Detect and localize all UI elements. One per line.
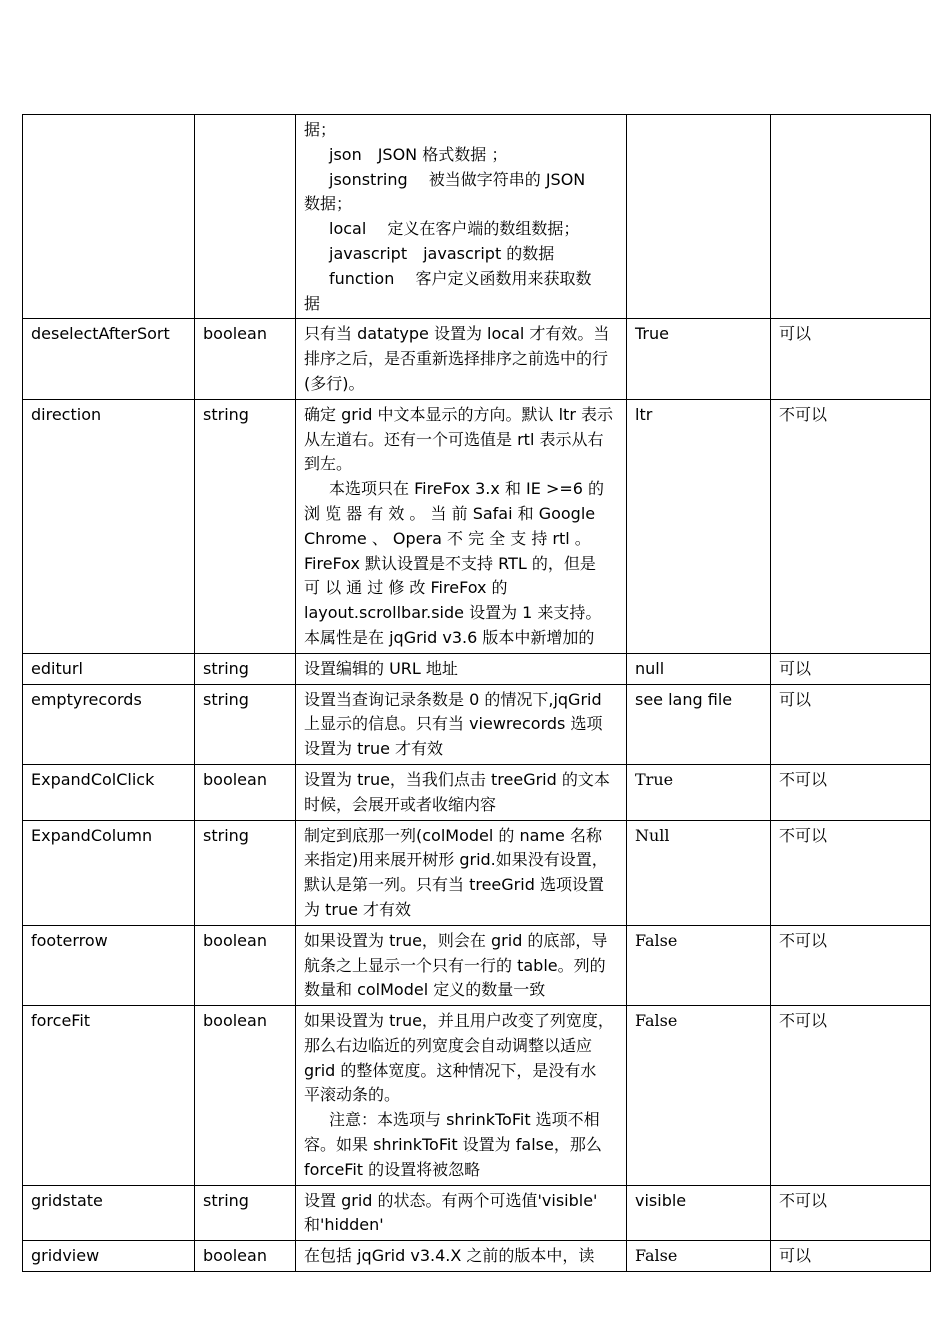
table-row — [23, 764, 931, 820]
option-description — [296, 1241, 627, 1272]
description-line: 设置为 true，当我们点击 treeGrid 的文本 — [304, 769, 610, 789]
option-editable: 可以 — [771, 1241, 931, 1272]
description-line: 排序之后，是否重新选择排序之前选中的行 — [304, 349, 609, 369]
option-editable: 不可以 — [771, 1185, 931, 1241]
option-default: False — [627, 1006, 771, 1186]
option-description — [296, 820, 627, 925]
description-line: 设置当查询记录条数是 0 的情况下,jqGrid — [304, 689, 602, 709]
table-row — [23, 820, 931, 925]
option-editable: 不可以 — [771, 925, 931, 1005]
options-table — [22, 114, 931, 1272]
option-editable: 可以 — [771, 319, 931, 399]
description-line: 本选项只在 FireFox 3.x 和 IE >=6 的 — [329, 479, 605, 499]
description-line: 在包括 jqGrid v3.4.X 之前的版本中，读 — [304, 1246, 595, 1266]
option-type — [195, 115, 296, 319]
description-line: 为 true 才有效 — [304, 899, 412, 919]
description-line: 只有当 datatype 设置为 local 才有效。当 — [304, 324, 610, 344]
table-row — [23, 115, 931, 319]
table-row — [23, 319, 931, 399]
option-name: emptyrecords — [23, 684, 195, 764]
description-line: 注意：本选项与 shrinkToFit 选项不相 — [329, 1110, 600, 1130]
option-name — [23, 115, 195, 319]
option-description — [296, 319, 627, 399]
description-line: 设置为 true 才有效 — [304, 739, 444, 759]
description-line: 容。如果 shrinkToFit 设置为 false，那么 — [304, 1135, 602, 1155]
option-name: ExpandColClick — [23, 764, 195, 820]
description-line: 航条之上显示一个只有一行的 table。列的 — [304, 955, 606, 975]
description-line: grid 的整体宽度。这种情况下，是没有水 — [304, 1060, 597, 1080]
option-name: direction — [23, 399, 195, 653]
option-type: boolean — [195, 764, 296, 820]
option-type: boolean — [195, 319, 296, 399]
description-line: 浏 览 器 有 效 。 当 前 Safai 和 Google — [304, 503, 596, 523]
option-description — [296, 1185, 627, 1241]
description-line: Chrome 、 Opera 不 完 全 支 持 rtl 。 — [304, 528, 591, 548]
description-line: 到左。 — [304, 454, 353, 474]
option-editable — [771, 115, 931, 319]
description-line: 如果设置为 true，并且用户改变了列宽度， — [304, 1011, 614, 1031]
option-description — [296, 399, 627, 653]
option-default: null — [627, 653, 771, 684]
option-editable: 不可以 — [771, 1006, 931, 1186]
option-name: forceFit — [23, 1006, 195, 1186]
option-default — [627, 115, 771, 319]
option-editable: 可以 — [771, 684, 931, 764]
option-editable: 不可以 — [771, 764, 931, 820]
description-line: 确定 grid 中文本显示的方向。默认 ltr 表示 — [304, 404, 613, 424]
description-line: FireFox 默认设置是不支持 RTL 的，但是 — [304, 553, 596, 573]
description-line: 制定到底那一列(colModel 的 name 名称 — [304, 825, 602, 845]
option-name: footerrow — [23, 925, 195, 1005]
option-editable: 不可以 — [771, 820, 931, 925]
table-row — [23, 1185, 931, 1241]
option-type: string — [195, 820, 296, 925]
description-line: 来指定)用来展开树形 grid.如果没有设置， — [304, 850, 608, 870]
option-type: boolean — [195, 1241, 296, 1272]
table-row — [23, 1241, 931, 1272]
option-description — [296, 764, 627, 820]
description-line: 据； — [304, 120, 337, 139]
option-type: string — [195, 399, 296, 653]
description-line: 数据； — [304, 194, 353, 214]
option-type: string — [195, 653, 296, 684]
table-row — [23, 653, 931, 684]
table-row — [23, 399, 931, 653]
table-row — [23, 1006, 931, 1186]
description-line: (多行)。 — [304, 373, 365, 393]
option-name: ExpandColumn — [23, 820, 195, 925]
option-name: gridstate — [23, 1185, 195, 1241]
description-line: 据 — [304, 293, 321, 313]
option-type: boolean — [195, 925, 296, 1005]
option-description — [296, 684, 627, 764]
description-line: 可 以 通 过 修 改 FireFox 的 — [304, 578, 508, 598]
description-line: 如果设置为 true，则会在 grid 的底部，导 — [304, 930, 608, 950]
description-line: function 客户定义函数用来获取数 — [329, 268, 592, 288]
description-line: 默认是第一列。只有当 treeGrid 选项设置 — [304, 875, 604, 895]
description-line: 设置编辑的 URL 地址 — [304, 658, 458, 678]
option-type: string — [195, 1185, 296, 1241]
description-line: 上显示的信息。只有当 viewrecords 选项 — [304, 714, 603, 734]
option-default: see lang file — [627, 684, 771, 764]
option-default: True — [627, 319, 771, 399]
option-description — [296, 653, 627, 684]
description-line: 本属性是在 jqGrid v3.6 版本中新增加的 — [304, 627, 595, 647]
option-type: string — [195, 684, 296, 764]
option-default: visible — [627, 1185, 771, 1241]
description-line: 设置 grid 的状态。有两个可选值'visible' — [304, 1190, 598, 1210]
table-row — [23, 684, 931, 764]
option-name: gridview — [23, 1241, 195, 1272]
option-editable: 可以 — [771, 653, 931, 684]
description-line: layout.scrollbar.side 设置为 1 来支持。 — [304, 603, 602, 623]
option-description — [296, 925, 627, 1005]
option-name: deselectAfterSort — [23, 319, 195, 399]
option-type: boolean — [195, 1006, 296, 1186]
option-editable: 不可以 — [771, 399, 931, 653]
description-line: 数量和 colModel 定义的数量一致 — [304, 980, 546, 1000]
option-default: ltr — [627, 399, 771, 653]
option-default: False — [627, 925, 771, 1005]
option-description — [296, 1006, 627, 1186]
description-line: 时候，会展开或者收缩内容 — [304, 794, 497, 814]
description-line: json JSON 格式数据 ； — [329, 144, 508, 164]
description-line: 从左道右。还有一个可选值是 rtl 表示从右 — [304, 429, 604, 449]
option-default: False — [627, 1241, 771, 1272]
description-line: 平滚动条的。 — [304, 1085, 401, 1105]
description-line: javascript javascript 的数据 — [329, 243, 555, 263]
option-default: Null — [627, 820, 771, 925]
description-line: forceFit 的设置将被忽略 — [304, 1159, 481, 1179]
option-default: True — [627, 764, 771, 820]
option-name: editurl — [23, 653, 195, 684]
description-line: 那么右边临近的列宽度会自动调整以适应 — [304, 1035, 593, 1055]
description-line: jsonstring 被当做字符串的 JSON — [329, 169, 586, 189]
description-line: local 定义在客户端的数组数据； — [329, 219, 580, 239]
options-table-body — [23, 115, 931, 1272]
option-description — [296, 115, 627, 319]
table-row — [23, 925, 931, 1005]
description-line: 和'hidden' — [304, 1215, 384, 1235]
